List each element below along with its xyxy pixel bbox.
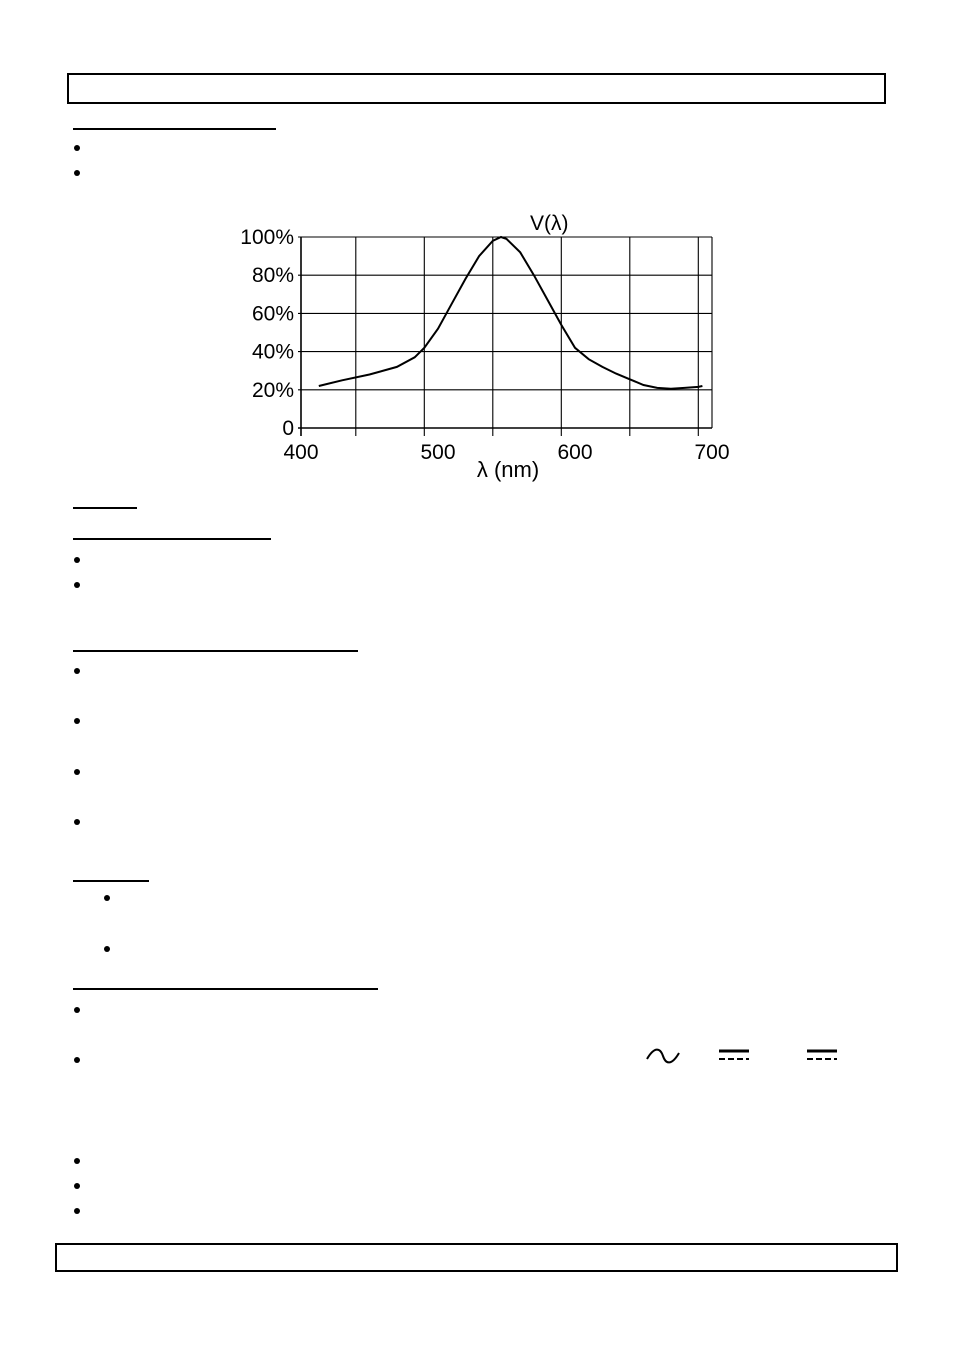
- bullet: [74, 145, 80, 151]
- y-tick-label: 40%: [251, 340, 294, 364]
- chart-grid: [298, 237, 712, 436]
- y-tick-label: 0: [282, 417, 294, 440]
- bullet: [74, 819, 80, 825]
- luminosity-chart: [220, 205, 730, 490]
- x-tick-label: 700: [694, 441, 730, 464]
- bullet: [74, 582, 80, 588]
- x-tick-label: 500: [420, 441, 456, 464]
- dc-symbol-icon: [806, 1049, 838, 1063]
- section-heading-4-underline: [73, 650, 358, 652]
- bullet: [74, 1183, 80, 1189]
- bullet: [74, 769, 80, 775]
- bullet: [104, 946, 110, 952]
- bullet: [104, 895, 110, 901]
- bullet: [74, 718, 80, 724]
- y-tick-label: 100%: [240, 226, 294, 249]
- section-heading-2-underline: [73, 507, 137, 509]
- chart-title: V(λ): [530, 212, 569, 235]
- bullet: [74, 170, 80, 176]
- y-tick-label: 60%: [251, 302, 294, 326]
- y-tick-labels: [240, 226, 294, 440]
- x-tick-label: 400: [283, 441, 319, 464]
- section-heading-6-underline: [73, 988, 378, 990]
- y-tick-label: 20%: [251, 378, 294, 402]
- section-heading-3-underline: [73, 538, 271, 540]
- x-tick-label: 600: [557, 441, 593, 464]
- section-heading-5-underline: [73, 880, 149, 882]
- bullet: [74, 1057, 80, 1063]
- bullet: [74, 1007, 80, 1013]
- x-axis-label: λ (nm): [476, 457, 540, 482]
- y-tick-label: 80%: [251, 264, 294, 288]
- footer-box: [55, 1243, 898, 1272]
- section-heading-1-underline: [73, 128, 276, 130]
- header-box: [67, 73, 886, 104]
- bullet: [74, 1158, 80, 1164]
- bullet: [74, 557, 80, 563]
- dc-symbol-icon: [718, 1049, 750, 1063]
- bullet: [74, 668, 80, 674]
- bullet: [74, 1208, 80, 1214]
- ac-tilde-icon: [645, 1046, 681, 1066]
